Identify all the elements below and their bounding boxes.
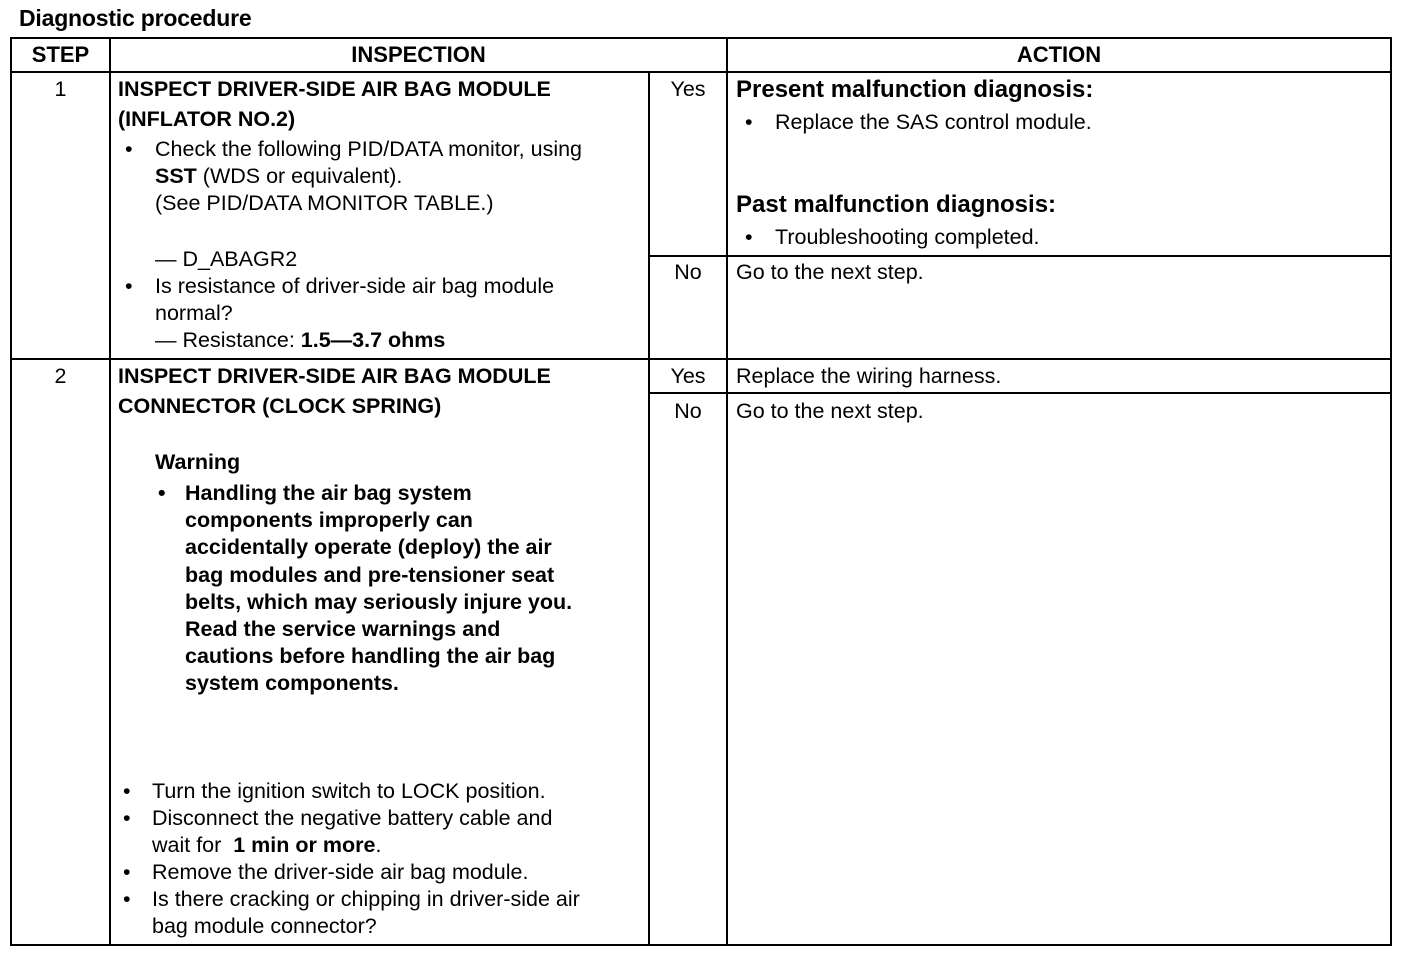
warning-line: Handling the air bag system	[185, 481, 472, 505]
no-label: No	[674, 260, 702, 284]
warning-line: belts, which may seriously injure you.	[185, 589, 573, 614]
bullet-icon: •	[745, 225, 753, 249]
warning-line: cautions before handling the air bag	[185, 644, 556, 669]
item-text	[152, 832, 552, 859]
step-heading: CONNECTOR (CLOCK SPRING)	[118, 394, 442, 418]
ignition-item: Turn the ignition switch to LOCK position.	[152, 779, 546, 803]
present-malfunction-heading: Present malfunction diagnosis:	[736, 76, 1094, 103]
step-heading: INSPECT DRIVER-SIDE AIR BAG MODULE	[118, 77, 551, 101]
wait-suffix: .	[375, 833, 382, 857]
item-text: Check the following PID/DATA monitor, using	[155, 137, 583, 161]
disconnect-item	[152, 805, 552, 859]
warning-line: system components.	[185, 671, 399, 696]
resistance-value: 1.5—3.7 ohms	[300, 328, 446, 352]
warning-line: accidentally operate (deploy) the air	[185, 535, 552, 560]
no-action: Go to the next step.	[736, 260, 924, 284]
step-heading: (INFLATOR NO.2)	[118, 107, 296, 131]
bullet-icon: •	[158, 481, 166, 505]
yes-label: Yes	[670, 364, 706, 388]
inspection-question-item	[152, 886, 580, 940]
page-title: Diagnostic procedure	[19, 5, 252, 31]
sst-label: SST	[155, 164, 197, 188]
yes-action: Replace the wiring harness.	[736, 364, 1002, 388]
bullet-icon: •	[123, 779, 131, 803]
item-text: Disconnect the negative battery cable and	[152, 806, 553, 830]
past-action-item: Troubleshooting completed.	[775, 225, 1040, 249]
item-text: Is there cracking or chipping in driver-side air	[152, 887, 580, 911]
item-text: Is resistance of driver-side air bag module	[155, 274, 555, 298]
bullet-icon: •	[123, 887, 131, 911]
bullet-icon: •	[123, 860, 131, 884]
pid-name: — D_ABAGR2	[155, 247, 298, 271]
item-text: normal?	[155, 301, 233, 325]
item-text	[155, 327, 554, 354]
pid-check-item	[155, 136, 582, 217]
header-inspection: INSPECTION	[351, 42, 486, 67]
warning-line: bag modules and pre-tensioner seat	[185, 562, 555, 587]
bullet-icon: •	[125, 274, 133, 298]
bullet-icon: •	[745, 110, 753, 134]
yes-label: Yes	[670, 77, 706, 101]
warning-title: Warning	[155, 450, 241, 474]
step-number: 2	[54, 364, 67, 388]
header-action: ACTION	[1016, 42, 1102, 67]
step-heading: INSPECT DRIVER-SIDE AIR BAG MODULE	[118, 364, 551, 388]
remove-item: Remove the driver-side air bag module.	[152, 860, 529, 884]
wait-label: wait for	[152, 833, 234, 857]
resistance-question-item	[155, 273, 554, 354]
bullet-icon: •	[123, 806, 131, 830]
item-text	[155, 163, 582, 190]
warning-line: Read the service warnings and	[185, 617, 501, 642]
wait-duration: 1 min or more	[233, 833, 376, 857]
resistance-label: — Resistance:	[155, 328, 301, 352]
step-number: 1	[54, 77, 67, 101]
item-text: (See PID/DATA MONITOR TABLE.)	[155, 191, 494, 215]
no-label: No	[674, 399, 702, 423]
bullet-icon: •	[125, 137, 133, 161]
no-action: Go to the next step.	[736, 399, 924, 423]
item-text-rest: (WDS or equivalent).	[196, 164, 403, 188]
warning-line: components improperly can	[185, 508, 473, 533]
warning-text	[185, 480, 572, 698]
item-text: bag module connector?	[152, 914, 377, 938]
header-step: STEP	[31, 42, 90, 67]
past-malfunction-heading: Past malfunction diagnosis:	[736, 191, 1057, 218]
present-action-item: Replace the SAS control module.	[775, 110, 1092, 134]
